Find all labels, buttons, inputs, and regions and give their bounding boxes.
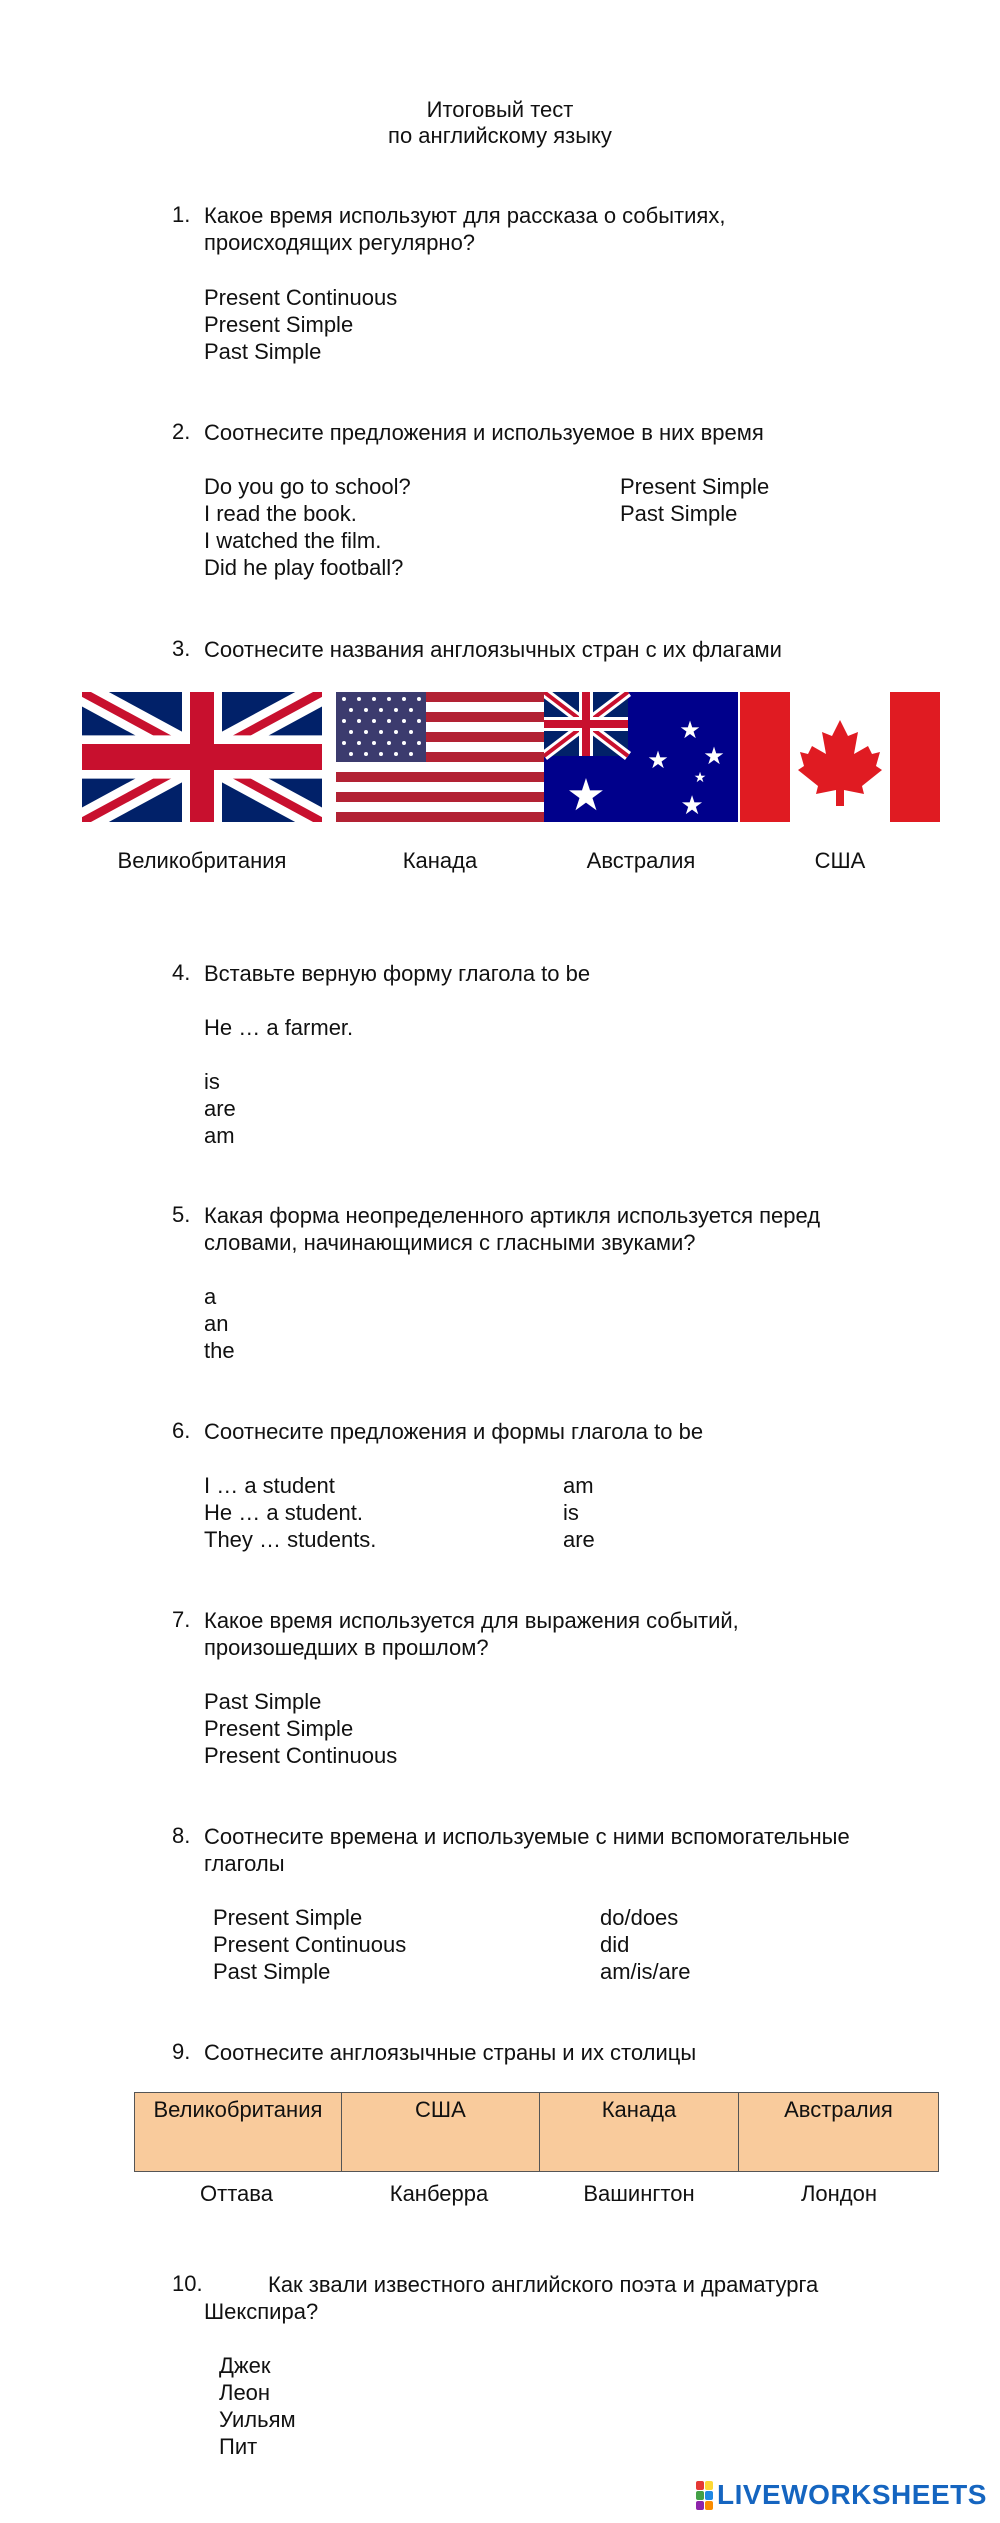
page-subtitle: по английскому языку [388, 123, 612, 148]
capital-label[interactable]: Вашингтон [583, 2181, 695, 2206]
svg-text:★: ★ [680, 791, 704, 821]
country-cell[interactable]: Канада [540, 2093, 739, 2172]
question-6-number: 6. [172, 1418, 191, 1443]
usa-flag[interactable] [336, 692, 544, 822]
question-7-text-line1: Какое время используется для выражения событий, [204, 1608, 739, 1633]
question-6-verb-form[interactable]: is [563, 1500, 579, 1525]
page-title: Итоговый тест [426, 97, 574, 122]
question-7-text-line2: произошедших в прошлом? [204, 1635, 489, 1660]
logo-mark-icon [696, 2481, 713, 2510]
question-10-option[interactable]: Уильям [219, 2407, 296, 2432]
question-1-text-line2: происходящих регулярно? [204, 230, 476, 255]
country-cell[interactable]: Австралия [738, 2093, 938, 2172]
question-2-sentence[interactable]: I read the book. [204, 501, 357, 526]
question-4-option[interactable]: am [204, 1123, 235, 1148]
country-label[interactable]: США [814, 848, 866, 873]
svg-text:★: ★ [693, 770, 707, 786]
question-4-text: Вставьте верную форму глагола to be [204, 961, 591, 986]
question-2-sentence[interactable]: I watched the film. [204, 528, 382, 553]
question-1-text-line1: Какое время используют для рассказа о событиях, [204, 203, 726, 228]
question-5-text-line1: Какая форма неопределенного артикля используется перед [204, 1203, 821, 1228]
uk-flag[interactable] [82, 692, 322, 822]
svg-text:★: ★ [647, 746, 669, 774]
question-10-option[interactable]: Леон [219, 2380, 271, 2405]
question-2-tense[interactable]: Past Simple [620, 501, 738, 526]
australia-flag[interactable] [544, 692, 738, 822]
capital-label[interactable]: Канберра [389, 2181, 489, 2206]
question-8-tense[interactable]: Present Continuous [213, 1932, 407, 1957]
question-2-number: 2. [172, 419, 191, 444]
question-2-tense[interactable]: Present Simple [620, 474, 770, 499]
question-6-verb-form[interactable]: are [563, 1527, 595, 1552]
question-6-sentence[interactable]: I … a student [204, 1473, 335, 1498]
logo-text: LIVEWORKSHEETS [717, 2479, 987, 2510]
question-10-number: 10. [172, 2271, 203, 2296]
question-2-sentence[interactable]: Did he play football? [204, 555, 404, 580]
question-8-auxiliary[interactable]: do/does [600, 1905, 679, 1930]
question-4-sentence: He … a farmer. [204, 1015, 354, 1040]
question-9-number: 9. [172, 2039, 191, 2064]
country-label[interactable]: Канада [402, 848, 478, 873]
question-2-sentence[interactable]: Do you go to school? [204, 474, 411, 499]
question-6-text: Соотнесите предложения и формы глагола to be [204, 1419, 704, 1444]
liveworksheets-logo [696, 2478, 987, 2512]
country-label[interactable]: Австралия [586, 848, 696, 873]
question-8-text-line1: Соотнесите времена и используемые с ними вспомогательные [204, 1824, 850, 1849]
question-1-option[interactable]: Past Simple [204, 339, 322, 364]
question-1-number: 1. [172, 202, 191, 227]
question-5-option[interactable]: the [204, 1338, 235, 1363]
question-10-text-line2: Шекспира? [204, 2299, 319, 2324]
question-1-option[interactable]: Present Simple [204, 312, 354, 337]
question-7-option[interactable]: Present Simple [204, 1716, 354, 1741]
country-label[interactable]: Великобритания [117, 848, 287, 873]
question-3-text: Соотнесите названия англоязычных стран с их флагами [204, 637, 782, 662]
svg-text:★: ★ [703, 742, 725, 770]
question-8-tense[interactable]: Present Simple [213, 1905, 363, 1930]
question-5-option[interactable]: a [204, 1284, 217, 1309]
question-10-option[interactable]: Джек [219, 2353, 271, 2378]
country-cell[interactable]: Великобритания [135, 2093, 342, 2172]
country-cell[interactable]: США [341, 2093, 539, 2172]
capital-label[interactable]: Оттава [200, 2181, 273, 2206]
svg-text:★: ★ [566, 770, 606, 821]
capital-label[interactable]: Лондон [800, 2181, 878, 2206]
question-3-number: 3. [172, 636, 191, 661]
question-10-option[interactable]: Пит [219, 2434, 258, 2459]
question-5-option[interactable]: an [204, 1311, 229, 1336]
question-4-option[interactable]: is [204, 1069, 220, 1094]
question-1-option[interactable]: Present Continuous [204, 285, 398, 310]
canada-flag[interactable] [740, 692, 940, 822]
question-7-option[interactable]: Present Continuous [204, 1743, 398, 1768]
question-8-text-line2: глаголы [204, 1851, 285, 1876]
question-8-auxiliary[interactable]: am/is/are [600, 1959, 691, 1984]
question-6-verb-form[interactable]: am [563, 1473, 594, 1498]
question-5-text-line2: словами, начинающимися с гласными звуками? [204, 1230, 696, 1255]
countries-table [134, 2092, 939, 2172]
question-6-sentence[interactable]: They … students. [204, 1527, 377, 1552]
question-8-number: 8. [172, 1823, 191, 1848]
question-2-text: Соотнесите предложения и используемое в них время [204, 420, 764, 445]
question-4-option[interactable]: are [204, 1096, 236, 1121]
question-5-number: 5. [172, 1202, 191, 1227]
question-7-number: 7. [172, 1607, 191, 1632]
question-8-tense[interactable]: Past Simple [213, 1959, 331, 1984]
question-10-text-line1: Как звали известного английского поэта и драматурга [268, 2272, 819, 2297]
svg-text:★: ★ [679, 716, 701, 744]
question-9-text: Соотнесите англоязычные страны и их столицы [204, 2040, 697, 2065]
question-6-sentence[interactable]: He … a student. [204, 1500, 363, 1525]
question-7-option[interactable]: Past Simple [204, 1689, 322, 1714]
question-4-number: 4. [172, 960, 191, 985]
question-8-auxiliary[interactable]: did [600, 1932, 630, 1957]
